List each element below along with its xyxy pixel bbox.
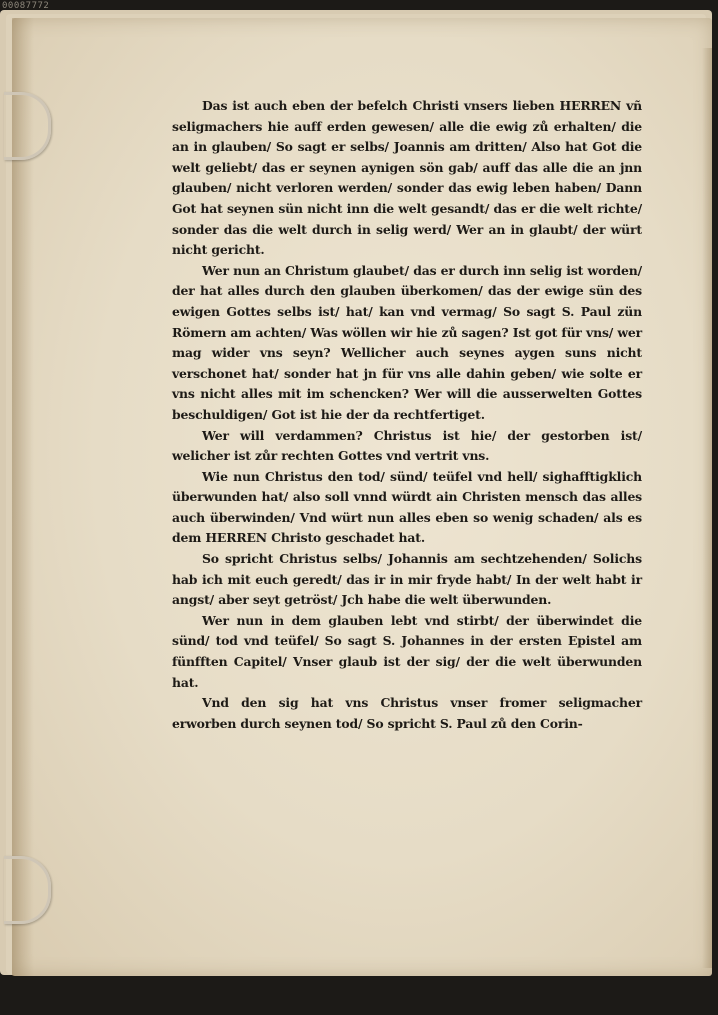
paragraph-3: Wer will verdammen? Christus ist hie/ der gestorben ist/ welicher ist zůr rechten Gottes vnd vertrit vns.	[172, 427, 642, 464]
paragraph-5: So spricht Christus selbs/ Johannis am sechtzehenden/ Solichs hab ich mit euch geredt/ das ir in mir fryde habt/ In der welt habt ir angst/ aber seyt getröst/ Jch habe die welt überwunden.	[172, 551, 642, 608]
paragraph-1: Das ist auch eben der befelch Christi vnsers lieben HERREN vñ seligmachers hie auff erden gewesen/ alle die ewig zů erhalten/ die an in glauben/ So sagt er selbs/ Joannis am dritten/ Also hat Got die welt geliebt/ das er seynen aynigen sön gab/ auff das alle die an jnn glauben/ nicht verloren werden/ sonder das ewig leben haben/ Dann Got hat seynen sün nicht inn die welt gesandt/ das er die welt richte/ sonder das die welt durch in selig werd/ Wer an in glaubt/ der würt nicht gericht.	[172, 98, 642, 258]
paragraph-7: Vnd den sig hat vns Christus vnser fromer seligmacher erworben durch seynen tod/ So spricht S. Paul zů den Corin-	[172, 695, 642, 731]
page-text	[172, 96, 642, 734]
scan-identifier: 00087772	[2, 1, 50, 11]
page-edge-shadow	[702, 48, 712, 968]
binding-edge	[12, 18, 34, 976]
binder-clip-top	[4, 92, 51, 160]
paragraph-4: Wie nun Christus den tod/ sünd/ teüfel vnd hell/ sighafftigklich überwunden hat/ also soll vnnd würdt ain Christen mensch das alles auch überwinden/ Vnd würt nun alles eben so wenig schaden/ als es dem HERREN Christo geschadet hat.	[172, 468, 642, 546]
binder-clip-bottom	[4, 856, 51, 924]
paragraph-2: Wer nun an Christum glaubet/ das er durch inn selig ist worden/ der hat alles durch den glauben überkomen/ das der ewige sün des ewigen Gottes selbs ist/ hat/ kan vnd vermag/ So sagt S. Paul zün Römern am achten/ Was wöllen wir hie zů sagen? Ist got für vns/ wer mag wider vns seyn? Wellicher auch seynes aygen suns nicht verschonet hat/ sonder hat jn für vns alle dahin geben/ wie solte er vns nicht alles mit im schencken? Wer will die ausserwelten Gottes beschuldigen/ Got ist hie der da rechtfertiget.	[172, 262, 642, 422]
paragraph-6: Wer nun in dem glauben lebt vnd stirbt/ der überwindet die sünd/ tod vnd teüfel/ So sagt S. Johannes in der ersten Epistel am fünfften Capitel/ Vnser glaub ist der sig/ der die welt überwunden hat.	[172, 612, 642, 690]
